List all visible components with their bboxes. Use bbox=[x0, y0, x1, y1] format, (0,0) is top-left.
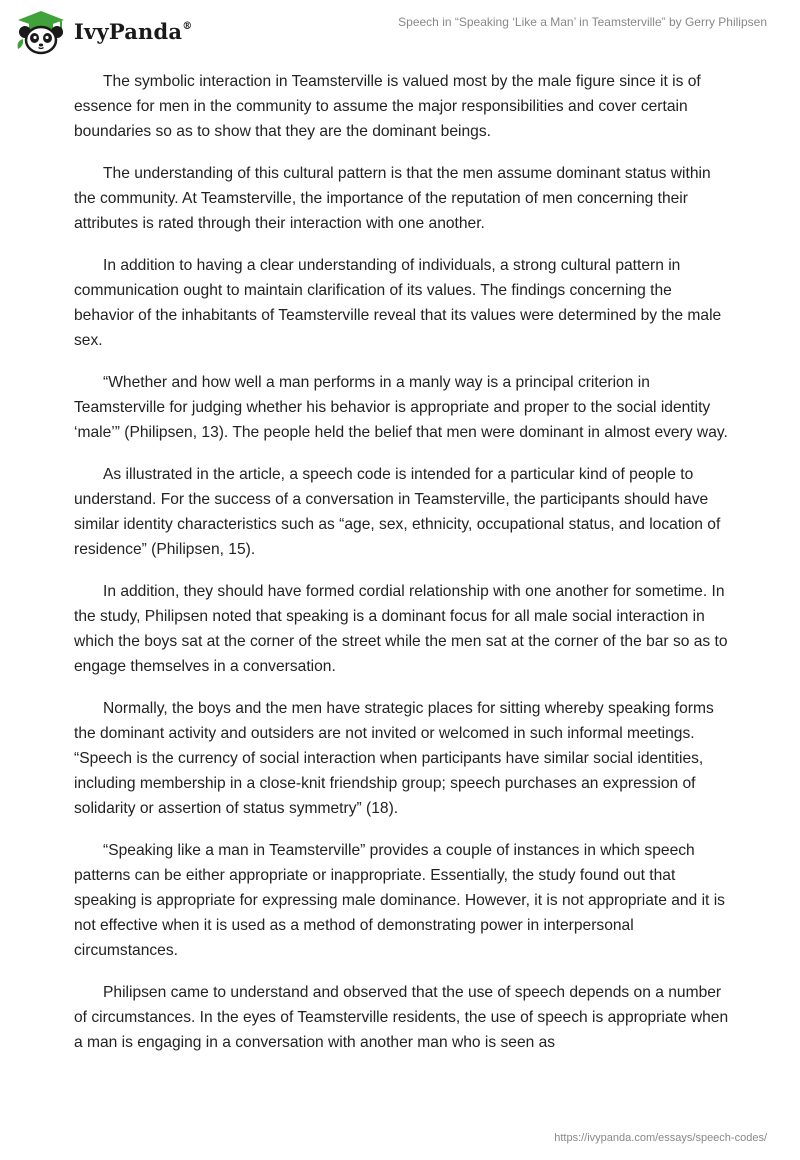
source-url-link[interactable]: https://ivypanda.com/essays/speech-codes/ bbox=[554, 1132, 767, 1144]
paragraph: “Speaking like a man in Teamsterville” provides a couple of instances in which speech patterns can be either appropriate or inappropriate. Essentially, the study found out that speaking is appropriate for expressing male dominance. However, it is not appropriate and it is not effective when it is used as a method of demonstrating power in interpersonal circumstances. bbox=[74, 842, 725, 959]
paragraph: Normally, the boys and the men have strategic places for sitting whereby speaking forms the dominant activity and outsiders are not invited or welcomed in such informal meetings. “Speech is the currency of social interaction when participants have similar social identities, including membership in a close-knit friendship group; speech purchases an expression of solidarity or assertion of status symmetry” (18). bbox=[74, 700, 714, 817]
paragraph: The understanding of this cultural pattern is that the men assume dominant status within the community. At Teamsterville, the importance of the reputation of men concerning their attributes is rated through their interaction with one another. bbox=[74, 165, 711, 232]
brand-name-text: IvyPanda bbox=[74, 18, 183, 44]
paragraph: In addition, they should have formed cordial relationship with one another for sometime. In the study, Philipsen noted that speaking is a dominant focus for all male social interaction in which the boys sat at the corner of the street while the men sat at the corner of the bar so as to engage themselves in a conversation. bbox=[74, 583, 728, 675]
essay-body bbox=[74, 69, 734, 1072]
page-header bbox=[0, 0, 800, 60]
paragraph: In addition to having a clear understanding of individuals, a strong cultural pattern in communication ought to maintain clarification of its values. The findings concerning the behavior of the inhabitants of Teamsterville reveal that its values were determined by the male sex. bbox=[74, 257, 722, 349]
registered-mark: ® bbox=[182, 20, 193, 32]
paragraph: The symbolic interaction in Teamsterville is valued most by the male figure since it is of essence for men in the community to assume the major responsibilities and cover certain boundaries so as to show that they are the dominant beings. bbox=[74, 73, 701, 140]
brand-name bbox=[74, 19, 192, 44]
brand-logo[interactable] bbox=[14, 9, 192, 55]
document-title: Speech in “Speaking ‘Like a Man’ in Teamsterville” by Gerry Philipsen bbox=[398, 15, 767, 29]
paragraph: “Whether and how well a man performs in a manly way is a principal criterion in Teamsterville for judging whether his behavior is appropriate and proper to the social identity ‘male’” (Philipsen, 13). The people held the belief that men were dominant in almost every way. bbox=[74, 374, 728, 441]
panda-graduate-icon bbox=[14, 9, 68, 55]
paragraph: Philipsen came to understand and observed that the use of speech depends on a number of circumstances. In the eyes of Teamsterville residents, the use of speech is appropriate when a man is engaging in a conversation with another man who is seen as bbox=[74, 984, 729, 1051]
paragraph: As illustrated in the article, a speech code is intended for a particular kind of people to understand. For the success of a conversation in Teamsterville, the participants should have similar identity characteristics such as “age, sex, ethnicity, occupational status, and location of residence” (Philipsen, 15). bbox=[74, 466, 721, 558]
